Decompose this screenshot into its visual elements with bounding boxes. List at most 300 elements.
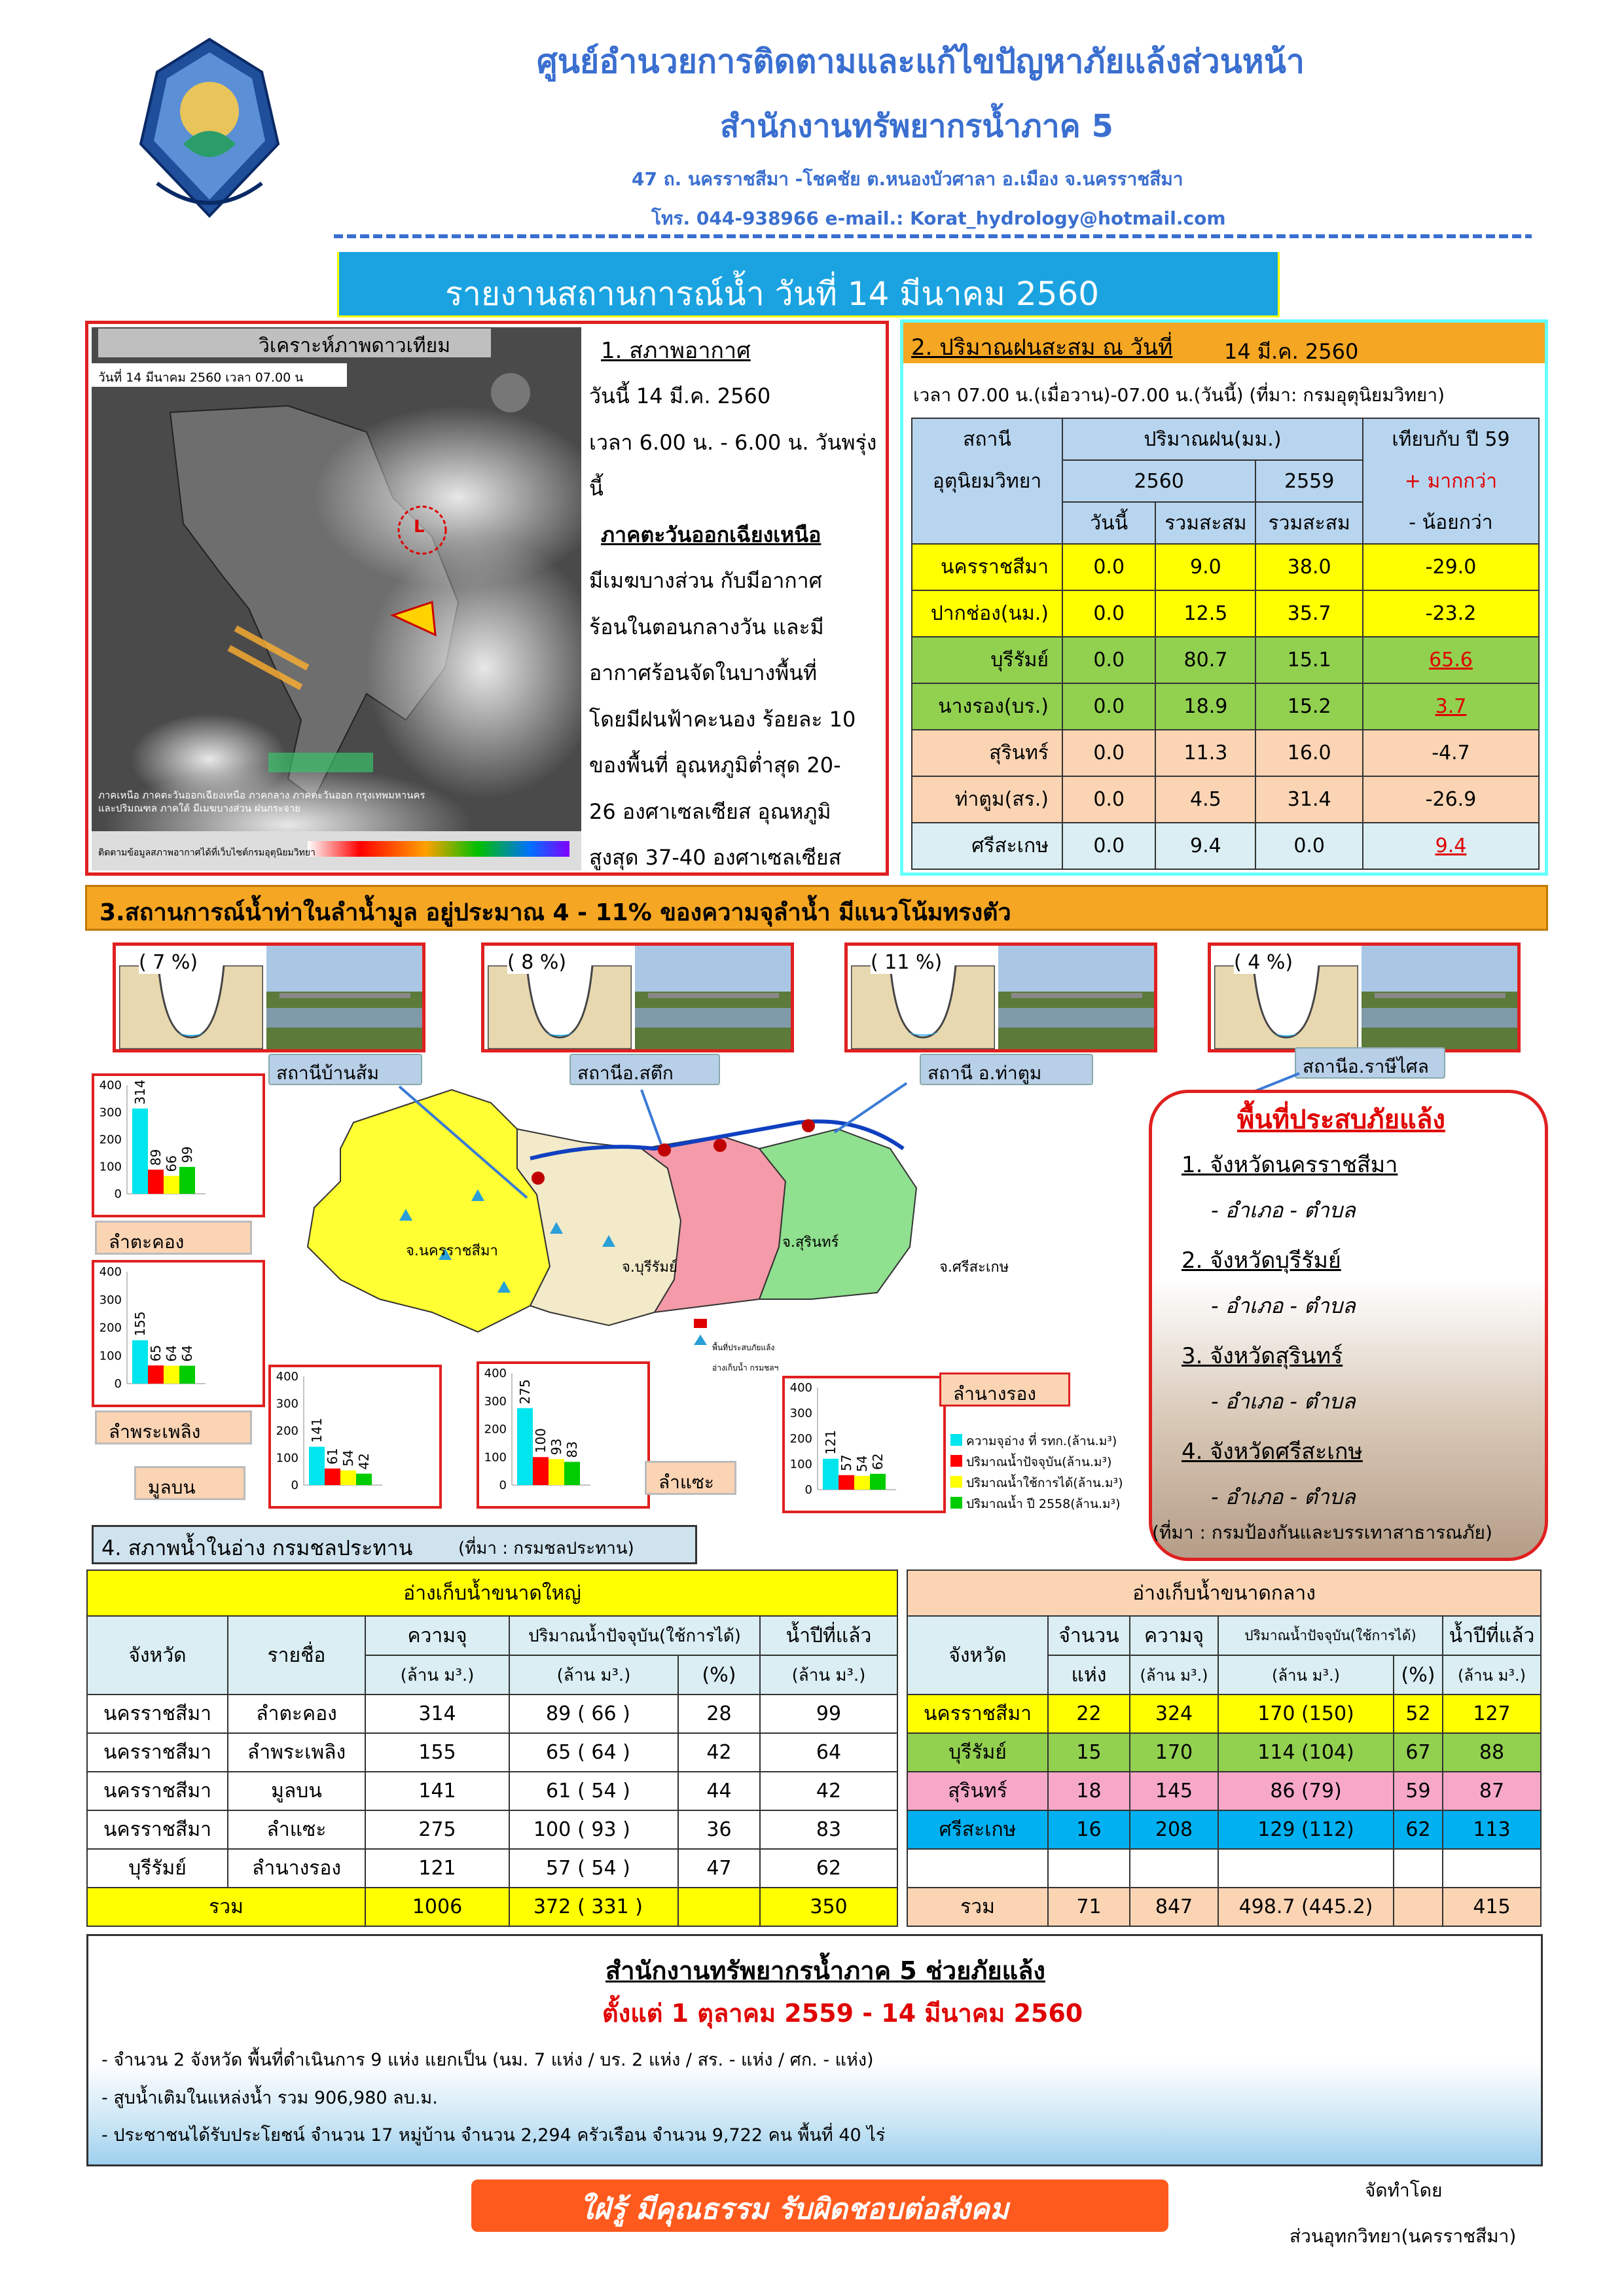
medium-total-count: 71: [1048, 1888, 1130, 1926]
legend-swatch: [950, 1497, 962, 1509]
y-tick-label: 300: [99, 1293, 122, 1307]
rain-station: บุรีรัมย์: [912, 637, 1062, 683]
drought-province: 1. จังหวัดนครราชสีมา: [1182, 1152, 1398, 1178]
medium-total-cap: 847: [1130, 1888, 1218, 1926]
large-prov: นครราชสีมา: [87, 1695, 228, 1733]
rain-acc59: 15.1: [1255, 637, 1363, 683]
medium-cur: 86 (79): [1218, 1772, 1394, 1810]
rain-acc59: 16.0: [1255, 730, 1363, 776]
rain-today: 0.0: [1062, 730, 1155, 776]
legend-item: [950, 1430, 1147, 1450]
large-pct: 42: [678, 1733, 760, 1772]
large-cap: 141: [365, 1772, 509, 1810]
satellite-stamp: วันที่ 14 มีนาคม 2560 เวลา 07.00 น: [98, 370, 304, 385]
chart-name-box: [95, 1221, 252, 1255]
bar-value-label: 54: [340, 1450, 356, 1467]
satellite-footer: ติดตามข้อมูลสภาพอากาศได้ที่เว็บไซต์กรมอุตุนิยมวิทยา: [98, 848, 316, 858]
drought-title: พื้นที่ประสบภัยแล้ง: [1237, 1105, 1445, 1135]
drought-district: - อำเภอ - ตำบล: [1211, 1389, 1356, 1414]
rain-today: 0.0: [1062, 776, 1155, 823]
y-tick-label: 200: [789, 1432, 812, 1446]
chart-bar: [148, 1170, 164, 1194]
medium-last: 127: [1443, 1695, 1541, 1733]
large-res-title: อ่างเก็บน้ำขนาดใหญ่: [87, 1570, 897, 1616]
mun-station-pct: ( 4 %): [1234, 951, 1293, 974]
chart-bar: [179, 1167, 195, 1194]
large-cap: 155: [365, 1733, 509, 1772]
large-total-row: [87, 1888, 897, 1926]
mun-station-pct: ( 8 %): [507, 951, 567, 974]
medium-h-pct: (%): [1394, 1655, 1443, 1695]
medium-cap: 145: [1130, 1772, 1218, 1810]
empty-cell: [1048, 1849, 1130, 1888]
medium-total-use-val: 445.2: [1308, 1895, 1365, 1918]
map-legend-reservoir: อ่างเก็บน้ำ กรมชลฯ: [712, 1363, 779, 1372]
large-reservoir-table: [86, 1570, 898, 1927]
chart-bar: [854, 1476, 870, 1490]
rain-diff: 65.6: [1363, 637, 1539, 683]
chart-bar: [356, 1474, 372, 1485]
medium-use-val: 79: [1308, 1780, 1334, 1803]
large-use: ( 54 ): [577, 1772, 678, 1810]
medium-cap: 208: [1130, 1810, 1218, 1849]
medium-count: 22: [1048, 1695, 1130, 1733]
medium-cur: 114 (104): [1218, 1733, 1394, 1772]
medium-prov: บุรีรัมย์: [907, 1733, 1048, 1772]
help-line: - ประชาชนได้รับประโยชน์ จำนวน 17 หมู่บ้าน จำนวน 2,294 ครัวเรือน จำนวน 9,722 คน พื้นที่ 40 ไร่: [101, 2125, 886, 2145]
weather-line: ของพื้นที่ อุณหภูมิต่ำสุด 20-: [589, 753, 841, 778]
large-h-cap: ความจุ: [365, 1616, 509, 1655]
chart-bar: [148, 1365, 164, 1384]
medium-h-unit2: (ล้าน ม³.): [1218, 1655, 1394, 1695]
medium-prov: นครราชสีมา: [907, 1695, 1048, 1733]
large-h-pct: (%): [678, 1655, 760, 1695]
y-tick-label: 200: [99, 1321, 122, 1335]
header-contact: โทร. 044-938966 e-mail.: Korat_hydrology@hotmail.com: [651, 207, 1226, 229]
medium-res-row: [907, 1810, 1541, 1849]
bar-value-label: 42: [356, 1453, 372, 1470]
rain-h-compare: เทียบกับ ปี 59: [1363, 418, 1539, 460]
chart-bar: [132, 1109, 148, 1194]
large-use: ( 64 ): [577, 1733, 678, 1772]
chart-box: [268, 1365, 442, 1509]
medium-count: 15: [1048, 1733, 1130, 1772]
large-cap: 121: [365, 1849, 509, 1888]
large-h-unit2: (ล้าน ม³.): [509, 1655, 678, 1695]
help-line: - จำนวน 2 จังหวัด พื้นที่ดำเนินการ 9 แห่ง แยกเป็น (นม. 7 แห่ง / บร. 2 แห่ง / สร. - แห่ง / ศก. - แห่ง): [101, 2050, 874, 2070]
medium-res-row: [907, 1733, 1541, 1772]
made-by: จัดทำโดย: [1365, 2179, 1443, 2201]
medium-h-prov: จังหวัด: [907, 1616, 1048, 1695]
weather-line: มีเมฆบางส่วน กับมีอากาศ: [589, 568, 822, 593]
rain-acc60: 9.4: [1155, 823, 1255, 869]
dept: ส่วนอุทกวิทยา(นครราชสีมา): [1290, 2225, 1517, 2247]
help-line: - สูบน้ำเติมในแหล่งน้ำ รวม 906,980 ลบ.ม.: [101, 2088, 438, 2108]
large-name: ลำพระเพลิง: [228, 1733, 365, 1772]
res-heading: 4. สภาพน้ำในอ่าง กรมชลประทาน: [101, 1535, 413, 1560]
chart-box: [92, 1073, 265, 1217]
medium-total-label: รวม: [907, 1888, 1048, 1926]
chart-box: [92, 1260, 265, 1407]
mun-station-name: สถานีบ้านส้ม: [276, 1062, 380, 1084]
chart-name: ลำตะคอง: [109, 1231, 185, 1253]
rain-acc60: 11.3: [1155, 730, 1255, 776]
medium-pct: 62: [1394, 1810, 1443, 1849]
chart-bar: [340, 1471, 356, 1485]
y-tick-label: 200: [276, 1424, 298, 1438]
large-total-cur: 372: [509, 1888, 577, 1926]
large-pct: 36: [678, 1810, 760, 1849]
bar-value-label: 89: [148, 1149, 164, 1166]
medium-empty-row: [907, 1849, 1541, 1888]
rain-h-rain: ปริมาณฝน(มม.): [1062, 418, 1363, 460]
weather-line: ร้อนในตอนกลางวัน และมี: [589, 614, 824, 639]
drought-province: 3. จังหวัดสุรินทร์: [1182, 1343, 1343, 1369]
bar-chart: [94, 1263, 262, 1405]
chart-name: ลำนางรอง: [953, 1383, 1036, 1405]
rain-acc59: 35.7: [1255, 590, 1363, 637]
large-name: มูลบน: [228, 1772, 365, 1810]
chart-name-box: [939, 1372, 1070, 1407]
y-tick-label: 400: [484, 1367, 507, 1380]
large-last: 42: [760, 1772, 897, 1810]
bar-value-label: 61: [325, 1448, 340, 1465]
rain-today: 0.0: [1062, 590, 1155, 637]
bar-value-label: 83: [564, 1441, 580, 1458]
large-pct: 44: [678, 1772, 760, 1810]
drought-province: 4. จังหวัดศรีสะเกษ: [1182, 1439, 1363, 1465]
medium-cur-val: 129: [1257, 1818, 1295, 1841]
y-tick-label: 100: [99, 1349, 122, 1363]
weather-heading: 1. สภาพอากาศ: [601, 338, 751, 364]
rain-period: เวลา 07.00 น.(เมื่อวาน)-07.00 น.(วันนี้) (ที่มา: กรมอุตุนิยมวิทยา): [913, 384, 1445, 406]
large-use: ( 66 ): [577, 1695, 678, 1733]
chart-name-box: [95, 1410, 252, 1444]
mun-station-pct: ( 11 %): [871, 951, 943, 974]
rain-acc60: 4.5: [1155, 776, 1255, 823]
chart-bar: [164, 1366, 179, 1384]
bar-value-label: 314: [132, 1079, 148, 1105]
rain-acc59: 0.0: [1255, 823, 1363, 869]
large-h-cur: ปริมาณน้ำปัจจุบัน(ใช้การได้): [509, 1616, 760, 1655]
rain-today: 0.0: [1062, 637, 1155, 683]
medium-reservoir-table: [907, 1570, 1542, 1927]
medium-cur-val: 114: [1257, 1741, 1295, 1764]
rain-acc59: 38.0: [1255, 544, 1363, 590]
y-tick-label: 300: [789, 1407, 812, 1420]
mun-station-name: สถานีอ.สตึก: [577, 1062, 674, 1084]
medium-last: 87: [1443, 1772, 1541, 1810]
y-tick-label: 100: [789, 1458, 812, 1471]
mun-station-name: สถานี อ.ท่าตูม: [928, 1062, 1042, 1084]
medium-use-val: 150: [1308, 1702, 1347, 1725]
chart-bar: [132, 1340, 148, 1384]
medium-cur: 129 (112): [1218, 1810, 1394, 1849]
medium-h-cap: ความจุ: [1130, 1616, 1218, 1655]
y-tick-label: 0: [804, 1483, 812, 1497]
bar-value-label: 121: [823, 1429, 839, 1455]
legend-label: ความจุอ่าง ที่ รทก.(ล้าน.ม³): [966, 1434, 1117, 1448]
empty-cell: [1218, 1849, 1394, 1888]
medium-total-row: [907, 1888, 1541, 1926]
large-res-row: [87, 1810, 897, 1849]
large-use: ( 54 ): [577, 1849, 678, 1888]
chart-box: [477, 1361, 650, 1509]
medium-h-count2: แห่ง: [1048, 1655, 1130, 1695]
drought-province: 2. จังหวัดบุรีรัมย์: [1182, 1247, 1341, 1274]
legend-swatch: [950, 1476, 962, 1488]
mun-station-name: สถานีอ.ราษีไศล: [1303, 1056, 1429, 1077]
rain-acc60: 9.0: [1155, 544, 1255, 590]
medium-prov: ศรีสะเกษ: [907, 1810, 1048, 1849]
y-tick-label: 400: [99, 1265, 122, 1279]
rain-acc60: 12.5: [1155, 590, 1255, 637]
large-h-prov: จังหวัด: [87, 1616, 228, 1695]
help-period: ตั้งแต่ 1 ตุลาคม 2559 - 14 มีนาคม 2560: [602, 1999, 1083, 2028]
medium-total-cur-val: 498.7: [1238, 1895, 1295, 1918]
legend-swatch: [950, 1434, 962, 1446]
rain-h-year2: 2559: [1255, 460, 1363, 502]
rain-diff: -26.9: [1363, 776, 1539, 823]
chart-name-box: [645, 1461, 736, 1495]
rain-h-more: + มากกว่า: [1363, 460, 1539, 502]
bar-value-label: 64: [164, 1345, 179, 1362]
large-cur: 65: [509, 1733, 577, 1772]
y-tick-label: 400: [99, 1079, 122, 1092]
header-subtitle: สำนักงานทรัพยากรน้ำภาค 5: [720, 108, 1113, 145]
y-tick-label: 0: [291, 1479, 298, 1492]
rain-heading: 2. ปริมาณฝนสะสม ณ วันที่: [911, 334, 1173, 361]
medium-cur: 170 (150): [1218, 1695, 1394, 1733]
chart-bar: [325, 1469, 340, 1485]
large-use-val: 64: [591, 1741, 617, 1764]
chart-bar: [839, 1475, 854, 1490]
bar-value-label: 62: [870, 1453, 886, 1470]
chart-name: ลำแซะ: [659, 1471, 714, 1493]
large-h-last: น้ำปีที่แล้ว: [760, 1616, 897, 1655]
y-tick-label: 0: [114, 1187, 122, 1201]
large-pct: 28: [678, 1695, 760, 1733]
chart-bar: [533, 1457, 549, 1485]
large-total-pct: [678, 1888, 760, 1926]
satellite-note: ภาคเหนือ ภาคตะวันออกเฉียงเหนือ ภาคกลาง ภาคตะวันออก กรุงเทพมหานครและปริมณฑล ภาคใต้ มีเมฆบางส่วน ฝนกระจาย: [98, 789, 425, 814]
medium-pct: 59: [1394, 1772, 1443, 1810]
rain-diff: -23.2: [1363, 590, 1539, 637]
large-total-label: รวม: [87, 1888, 365, 1926]
medium-h-cur: ปริมาณน้ำปัจจุบัน(ใช้การได้): [1218, 1616, 1443, 1655]
rain-station: ปากช่อง(นม.): [912, 590, 1062, 637]
large-total-use-val: 331: [591, 1895, 629, 1918]
medium-res-row: [907, 1695, 1541, 1733]
bar-value-label: 64: [179, 1345, 195, 1362]
res-heading-src: (ที่มา : กรมชลประทาน): [458, 1539, 634, 1558]
chart-bar: [564, 1462, 580, 1485]
large-prov: นครราชสีมา: [87, 1733, 228, 1772]
large-h-name: รายชื่อ: [228, 1616, 365, 1695]
chart-name: มูลบน: [148, 1477, 196, 1498]
legend-item: [950, 1451, 1147, 1471]
rain-diff: -29.0: [1363, 544, 1539, 590]
bar-value-label: 93: [549, 1438, 564, 1456]
large-cap: 314: [365, 1695, 509, 1733]
large-cur: 61: [509, 1772, 577, 1810]
empty-cell: [907, 1849, 1048, 1888]
legend-swatch: [950, 1455, 962, 1467]
rain-acc59: 15.2: [1255, 683, 1363, 730]
medium-h-count: จำนวน: [1048, 1616, 1130, 1655]
chart-bar: [309, 1446, 325, 1485]
rain-today: 0.0: [1062, 683, 1155, 730]
rain-acc60: 80.7: [1155, 637, 1255, 683]
chart-bar: [179, 1366, 195, 1384]
medium-use-val: 104: [1308, 1741, 1347, 1764]
rain-station: นางรอง(บร.): [912, 683, 1062, 730]
map-prov-sisaket: จ.ศรีสะเกษ: [939, 1259, 1009, 1276]
large-h-unit3: (ล้าน ม³.): [760, 1655, 897, 1695]
chart-legend: [950, 1430, 1147, 1518]
rain-h-acc: รวมสะสม: [1155, 502, 1255, 544]
large-prov: นครราชสีมา: [87, 1810, 228, 1849]
large-cur: 100: [509, 1810, 577, 1849]
large-use: ( 93 ): [577, 1810, 678, 1849]
rain-station: สุรินทร์: [912, 730, 1062, 776]
map-prov-surin: จ.สุรินทร์: [782, 1234, 839, 1251]
y-tick-label: 100: [276, 1451, 298, 1465]
weather-line: วันนี้ 14 มี.ค. 2560: [589, 384, 771, 408]
slogan: ใฝ่รู้ มีคุณธรรม รับผิดชอบต่อสังคม: [579, 2193, 1009, 2226]
bar-value-label: 65: [148, 1344, 164, 1362]
large-cap: 275: [365, 1810, 509, 1849]
rain-h-station2: อุตุนิยมวิทยา: [912, 460, 1062, 502]
weather-line: เวลา 6.00 น. - 6.00 น. วันพรุ่งนี้: [589, 429, 877, 501]
large-name: ลำนางรอง: [228, 1849, 365, 1888]
medium-pct: 52: [1394, 1695, 1443, 1733]
rain-diff: 9.4: [1363, 823, 1539, 869]
rain-h-acc2: รวมสะสม: [1255, 502, 1363, 544]
bar-chart: [479, 1364, 647, 1506]
large-cur: 57: [509, 1849, 577, 1888]
large-prov: บุรีรัมย์: [87, 1849, 228, 1888]
legend-item: [950, 1493, 1147, 1513]
medium-cap: 170: [1130, 1733, 1218, 1772]
y-tick-label: 400: [276, 1370, 298, 1384]
large-name: ลำตะคอง: [228, 1695, 365, 1733]
map-prov-buriram: จ.บุรีรัมย์: [622, 1259, 677, 1276]
rain-diff: -4.7: [1363, 730, 1539, 776]
drought-district: - อำเภอ - ตำบล: [1211, 1198, 1356, 1223]
large-total-last: 350: [760, 1888, 897, 1926]
large-use-val: 54: [591, 1780, 617, 1803]
medium-total-last: 415: [1443, 1888, 1541, 1926]
bar-value-label: 100: [533, 1428, 549, 1454]
chart-bar: [164, 1176, 179, 1194]
map-prov-korat: จ.นครราชสีมา: [406, 1243, 498, 1259]
chart-box: [782, 1376, 946, 1513]
chart-bar: [823, 1459, 839, 1490]
large-res-row: [87, 1733, 897, 1772]
large-last: 99: [760, 1695, 897, 1733]
rain-station: ศรีสะเกษ: [912, 823, 1062, 869]
medium-res-row: [907, 1772, 1541, 1810]
chart-name-box: [134, 1466, 245, 1500]
y-tick-label: 100: [99, 1160, 122, 1174]
bar-chart: [785, 1378, 943, 1511]
weather-line: อากาศร้อนจัดในบางพื้นที่: [589, 660, 818, 685]
large-last: 83: [760, 1810, 897, 1849]
weather-line: โดยมีฝนฟ้าคะนอง ร้อยละ 10: [589, 706, 856, 732]
bar-chart: [271, 1367, 439, 1506]
empty-cell: [1394, 1849, 1443, 1888]
header-title: ศูนย์อำนวยการติดตามและแก้ไขปัญหาภัยแล้งส่วนหน้า: [537, 43, 1305, 81]
rain-h-station: สถานี: [912, 418, 1062, 460]
weather-line: 26 องศาเซลเซียส อุณหภูมิ: [589, 798, 831, 824]
legend-item: [950, 1472, 1147, 1492]
empty-cell: [1130, 1849, 1218, 1888]
large-h-unit: (ล้าน ม³.): [365, 1655, 509, 1695]
medium-count: 18: [1048, 1772, 1130, 1810]
legend-label: ปริมาณน้ำ ปี 2558(ล้าน.ม³): [966, 1497, 1121, 1511]
rain-diff: 3.7: [1363, 683, 1539, 730]
low-pressure-marker: L: [414, 517, 425, 537]
empty-cell: [1443, 1849, 1541, 1888]
rain-today: 0.0: [1062, 544, 1155, 590]
legend-label: ปริมาณน้ำใช้การได้(ล้าน.ม³): [966, 1476, 1123, 1490]
y-tick-label: 300: [276, 1397, 298, 1411]
medium-res-title: อ่างเก็บน้ำขนาดกลาง: [907, 1570, 1541, 1616]
medium-h-last: น้ำปีที่แล้ว: [1443, 1616, 1541, 1655]
bar-value-label: 66: [164, 1155, 179, 1172]
header-address: 47 ถ. นครราชสีมา -โชคชัย ต.หนองบัวศาลา อ.เมือง จ.นครราชสีมา: [632, 168, 1183, 190]
medium-count: 16: [1048, 1810, 1130, 1849]
weather-line: สูงสุด 37-40 องศาเซลเซียส: [589, 845, 842, 870]
map-legend-drought: พื้นที่ประสบภัยแล้ง: [712, 1343, 775, 1352]
rain-acc60: 18.9: [1155, 683, 1255, 730]
report-banner-text: รายงานสถานการณ์น้ำ วันที่ 14 มีนาคม 2560: [445, 275, 1100, 313]
rain-heading-date: 14 มี.ค. 2560: [1224, 339, 1359, 364]
medium-cur-val: 170: [1257, 1702, 1295, 1725]
large-total-use: ( 331 ): [577, 1888, 678, 1926]
medium-last: 88: [1443, 1733, 1541, 1772]
large-use-val: 54: [591, 1857, 617, 1880]
bar-value-label: 141: [309, 1418, 325, 1443]
y-tick-label: 400: [789, 1381, 812, 1395]
medium-total-pct: [1394, 1888, 1443, 1926]
large-name: ลำแซะ: [228, 1810, 365, 1849]
large-last: 62: [760, 1849, 897, 1888]
medium-last: 113: [1443, 1810, 1541, 1849]
y-tick-label: 200: [484, 1422, 507, 1437]
rain-h-today: วันนี้: [1062, 502, 1155, 544]
y-tick-label: 0: [499, 1479, 507, 1492]
weather-line-region: ภาคตะวันออกเฉียงเหนือ: [601, 522, 821, 547]
medium-h-unit: (ล้าน ม³.): [1130, 1655, 1218, 1695]
y-tick-label: 300: [99, 1105, 122, 1120]
y-tick-label: 0: [114, 1377, 122, 1391]
bar-value-label: 54: [854, 1455, 870, 1472]
large-total-cap: 1006: [365, 1888, 509, 1926]
large-res-row: [87, 1772, 897, 1810]
large-use-val: 93: [591, 1818, 617, 1841]
rain-station: ท่าตูม(สร.): [912, 776, 1062, 823]
rain-h-year1: 2560: [1062, 460, 1255, 502]
medium-prov: สุรินทร์: [907, 1772, 1048, 1810]
medium-h-unit3: (ล้าน ม³.): [1443, 1655, 1541, 1695]
y-tick-label: 100: [484, 1450, 507, 1465]
help-title: สำนักงานทรัพยากรน้ำภาค 5 ช่วยภัยแล้ง: [605, 1956, 1045, 1985]
rain-station: นครราชสีมา: [912, 544, 1062, 590]
bar-chart: [94, 1076, 262, 1215]
large-use-val: 66: [591, 1702, 617, 1725]
